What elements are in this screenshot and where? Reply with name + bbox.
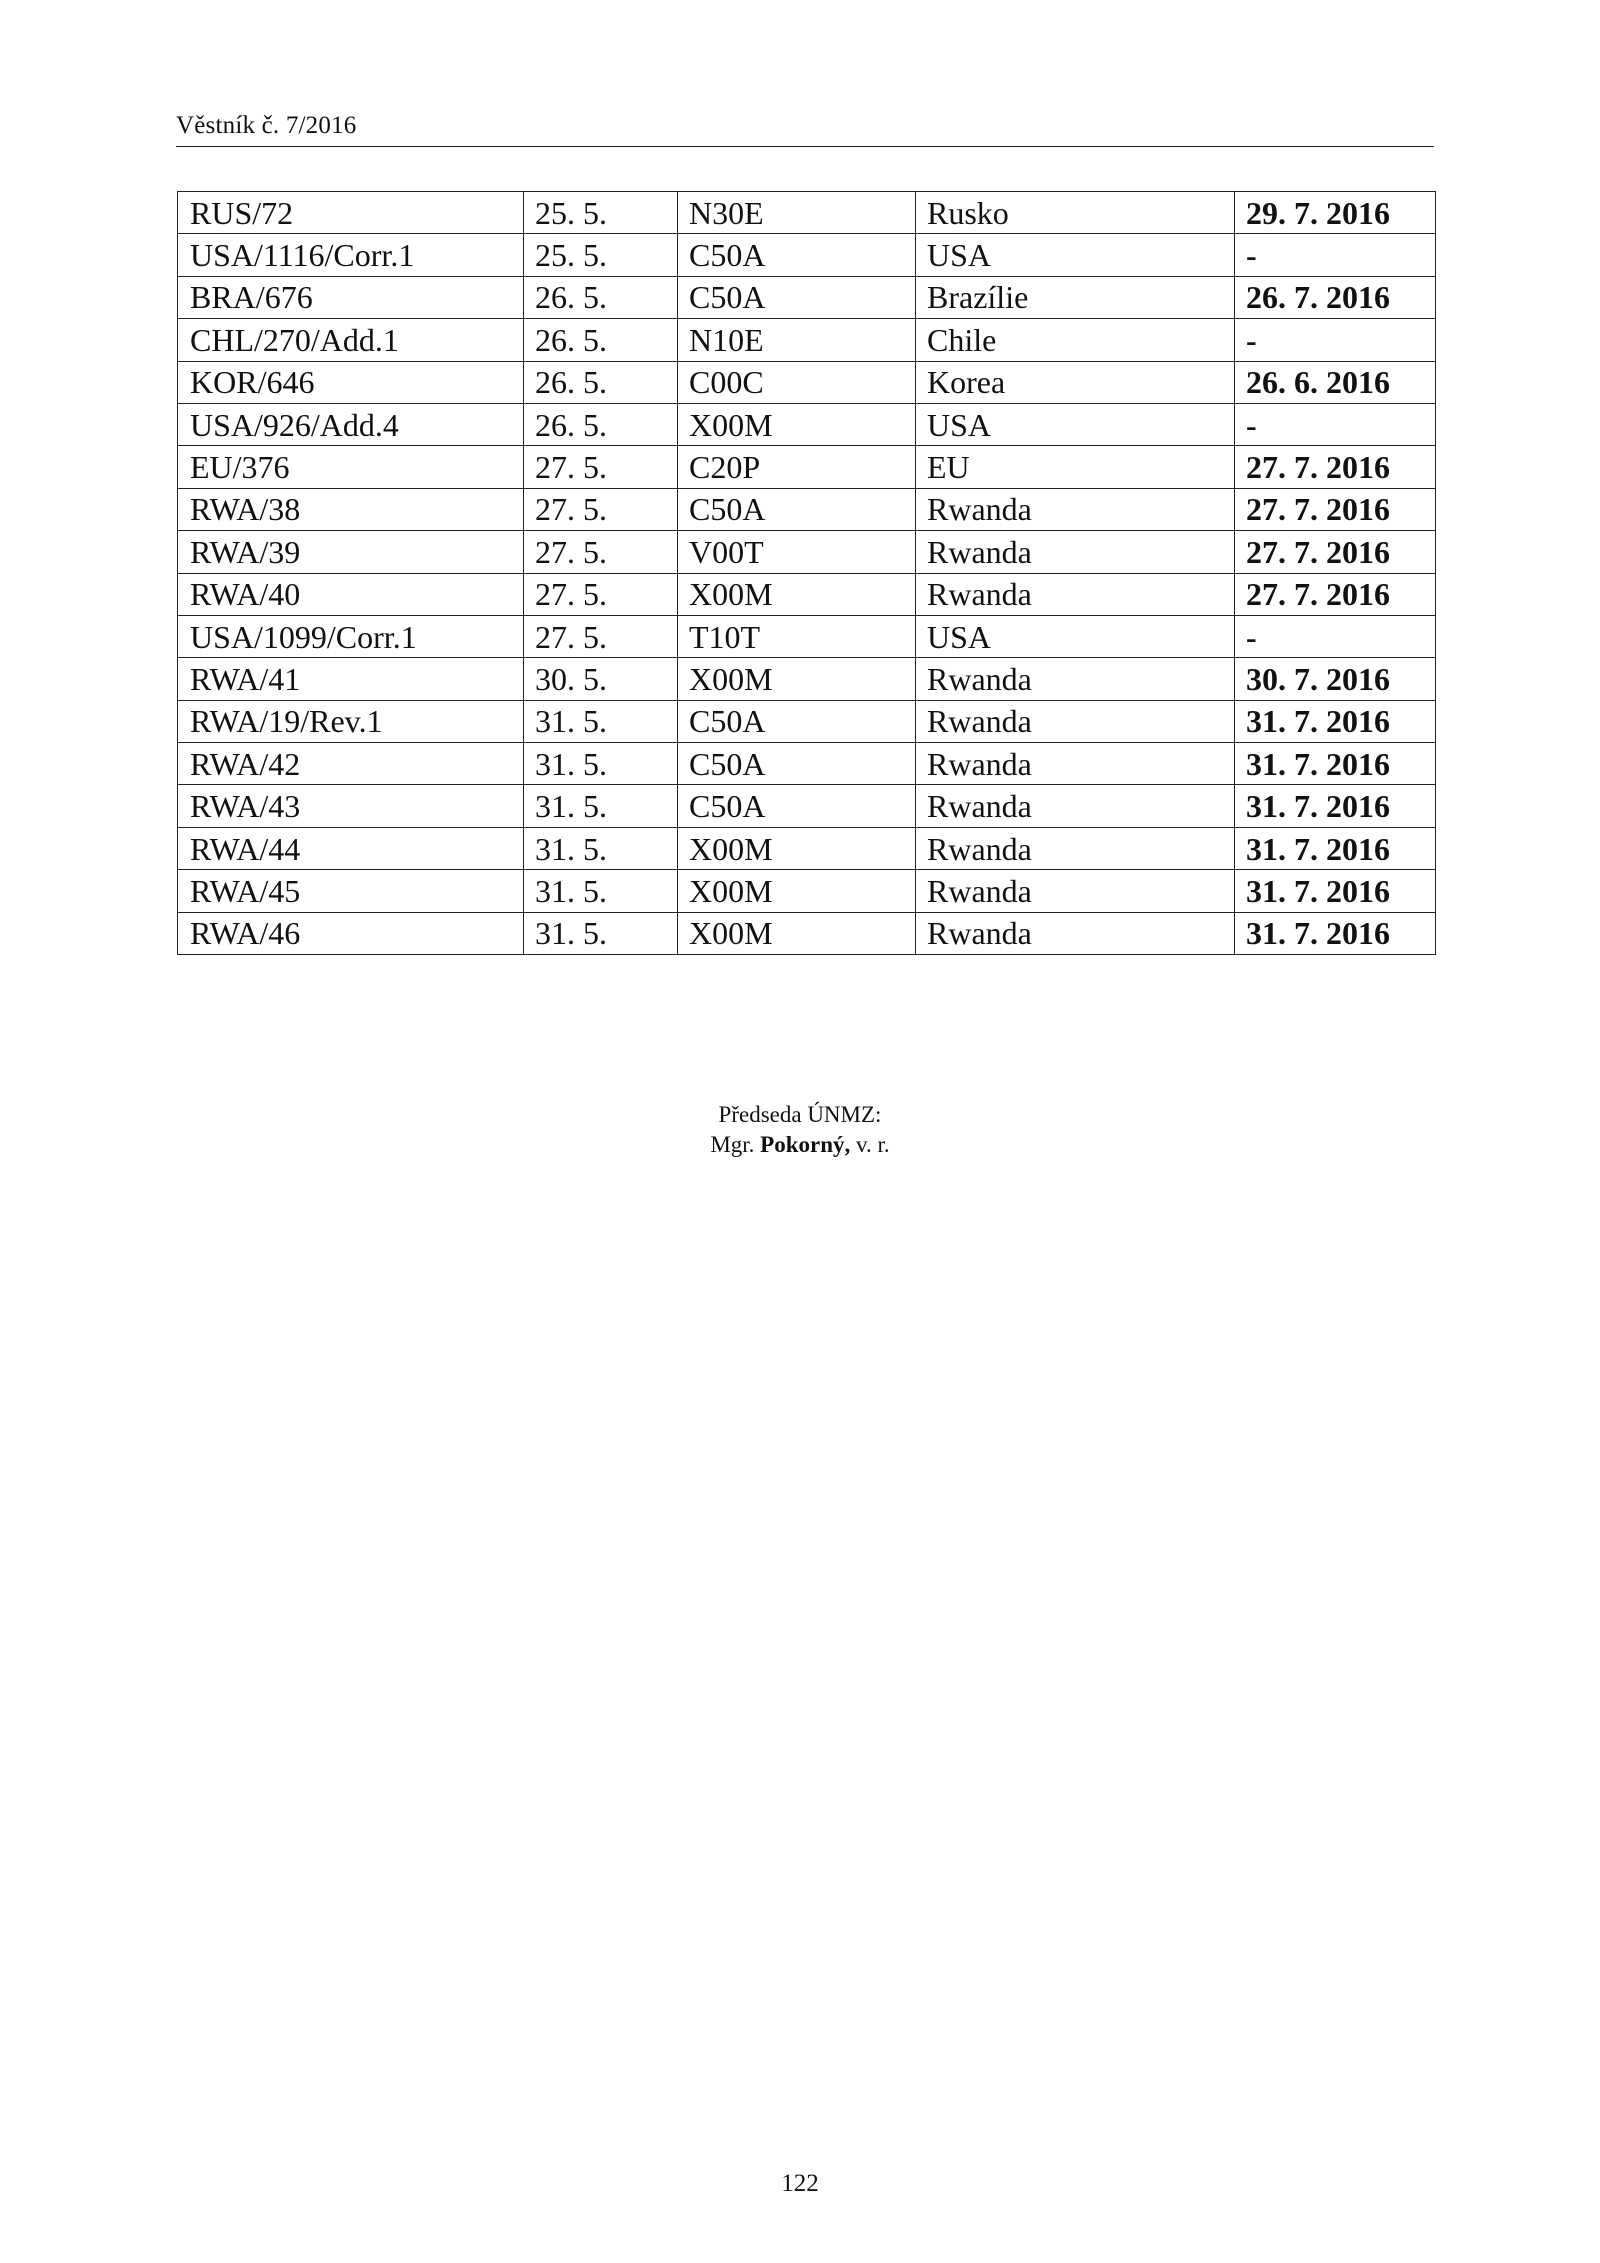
table-cell-symbol: RWA/42: [178, 743, 524, 785]
table-cell-code: C50A: [678, 700, 916, 742]
signature-name: Pokorný,: [760, 1132, 851, 1157]
table-cell-deadline: 27. 7. 2016: [1235, 488, 1436, 530]
table-cell-code: C20P: [678, 446, 916, 488]
table-cell-country: Chile: [916, 319, 1235, 361]
table-cell-country: Rwanda: [916, 912, 1235, 954]
running-header: Věstník č. 7/2016: [176, 112, 357, 139]
table-cell-code: C50A: [678, 276, 916, 318]
table-row: [178, 743, 1436, 785]
signature-block: [0, 1100, 1600, 1160]
signature-title: Předseda ÚNMZ:: [718, 1102, 882, 1127]
table-cell-deadline: 26. 6. 2016: [1235, 361, 1436, 403]
notification-table-body: [178, 192, 1436, 955]
table-cell-symbol: RWA/38: [178, 488, 524, 530]
signature-prefix: Mgr.: [710, 1132, 755, 1157]
table-cell-code: X00M: [678, 912, 916, 954]
table-cell-deadline: -: [1235, 234, 1436, 276]
table-cell-date: 31. 5.: [524, 827, 678, 869]
table-cell-deadline: -: [1235, 615, 1436, 657]
table-cell-symbol: RWA/43: [178, 785, 524, 827]
table-cell-country: Rwanda: [916, 658, 1235, 700]
table-cell-date: 26. 5.: [524, 319, 678, 361]
table-cell-deadline: 26. 7. 2016: [1235, 276, 1436, 318]
table-row: [178, 573, 1436, 615]
table-cell-deadline: 31. 7. 2016: [1235, 743, 1436, 785]
table-cell-date: 26. 5.: [524, 276, 678, 318]
table-cell-symbol: EU/376: [178, 446, 524, 488]
table-cell-country: Korea: [916, 361, 1235, 403]
table-cell-date: 30. 5.: [524, 658, 678, 700]
signature-name-line: [0, 1130, 1600, 1160]
table-cell-deadline: -: [1235, 403, 1436, 445]
table-cell-country: Rusko: [916, 192, 1235, 234]
header-divider: [176, 146, 1434, 147]
table-row: [178, 276, 1436, 318]
table-cell-symbol: BRA/676: [178, 276, 524, 318]
table-cell-code: X00M: [678, 658, 916, 700]
signature-suffix: v. r.: [856, 1132, 890, 1157]
table-cell-symbol: RWA/45: [178, 870, 524, 912]
table-cell-deadline: -: [1235, 319, 1436, 361]
table-cell-deadline: 27. 7. 2016: [1235, 573, 1436, 615]
table-cell-country: Rwanda: [916, 743, 1235, 785]
table-cell-country: USA: [916, 403, 1235, 445]
page-number: 122: [781, 2170, 819, 2197]
table-cell-date: 27. 5.: [524, 573, 678, 615]
table-row: [178, 446, 1436, 488]
table-cell-code: C50A: [678, 234, 916, 276]
table-cell-code: X00M: [678, 827, 916, 869]
table-cell-country: Rwanda: [916, 785, 1235, 827]
table-row: [178, 785, 1436, 827]
table-cell-date: 26. 5.: [524, 361, 678, 403]
table-cell-country: Rwanda: [916, 870, 1235, 912]
table-row: [178, 192, 1436, 234]
table-cell-code: N30E: [678, 192, 916, 234]
table-row: [178, 319, 1436, 361]
table-cell-symbol: KOR/646: [178, 361, 524, 403]
notification-table: [177, 191, 1436, 955]
table-row: [178, 531, 1436, 573]
table-cell-country: Brazílie: [916, 276, 1235, 318]
table-cell-symbol: RWA/41: [178, 658, 524, 700]
table-cell-code: C50A: [678, 743, 916, 785]
table-row: [178, 234, 1436, 276]
table-cell-symbol: CHL/270/Add.1: [178, 319, 524, 361]
table-cell-country: Rwanda: [916, 700, 1235, 742]
table-cell-country: USA: [916, 234, 1235, 276]
table-cell-date: 26. 5.: [524, 403, 678, 445]
table-cell-date: 27. 5.: [524, 531, 678, 573]
table-cell-symbol: RWA/44: [178, 827, 524, 869]
table-row: [178, 658, 1436, 700]
table-cell-symbol: USA/1116/Corr.1: [178, 234, 524, 276]
table-cell-deadline: 31. 7. 2016: [1235, 827, 1436, 869]
table-row: [178, 827, 1436, 869]
table-cell-date: 27. 5.: [524, 446, 678, 488]
table-row: [178, 361, 1436, 403]
table-row: [178, 912, 1436, 954]
table-cell-symbol: USA/926/Add.4: [178, 403, 524, 445]
table-cell-code: C50A: [678, 488, 916, 530]
table-cell-date: 27. 5.: [524, 615, 678, 657]
table-cell-deadline: 27. 7. 2016: [1235, 531, 1436, 573]
table-cell-date: 31. 5.: [524, 912, 678, 954]
table-cell-symbol: USA/1099/Corr.1: [178, 615, 524, 657]
table-cell-country: USA: [916, 615, 1235, 657]
table-cell-deadline: 31. 7. 2016: [1235, 785, 1436, 827]
table-cell-date: 31. 5.: [524, 700, 678, 742]
table-cell-code: X00M: [678, 403, 916, 445]
table-cell-code: V00T: [678, 531, 916, 573]
table-cell-country: Rwanda: [916, 531, 1235, 573]
table-cell-deadline: 31. 7. 2016: [1235, 700, 1436, 742]
table-cell-code: X00M: [678, 870, 916, 912]
table-row: [178, 488, 1436, 530]
table-cell-deadline: 31. 7. 2016: [1235, 870, 1436, 912]
table-cell-deadline: 31. 7. 2016: [1235, 912, 1436, 954]
table-cell-deadline: 29. 7. 2016: [1235, 192, 1436, 234]
table-cell-symbol: RWA/19/Rev.1: [178, 700, 524, 742]
table-cell-symbol: RWA/39: [178, 531, 524, 573]
table-cell-code: X00M: [678, 573, 916, 615]
table-cell-code: N10E: [678, 319, 916, 361]
table-cell-date: 25. 5.: [524, 192, 678, 234]
table-cell-symbol: RUS/72: [178, 192, 524, 234]
table-cell-code: T10T: [678, 615, 916, 657]
table-cell-country: Rwanda: [916, 827, 1235, 869]
table-cell-symbol: RWA/40: [178, 573, 524, 615]
table-row: [178, 615, 1436, 657]
table-cell-date: 31. 5.: [524, 743, 678, 785]
table-cell-code: C00C: [678, 361, 916, 403]
table-row: [178, 403, 1436, 445]
table-cell-date: 31. 5.: [524, 870, 678, 912]
table-row: [178, 700, 1436, 742]
table-row: [178, 870, 1436, 912]
table-cell-date: 31. 5.: [524, 785, 678, 827]
table-cell-code: C50A: [678, 785, 916, 827]
table-cell-symbol: RWA/46: [178, 912, 524, 954]
table-cell-deadline: 27. 7. 2016: [1235, 446, 1436, 488]
table-cell-date: 25. 5.: [524, 234, 678, 276]
table-cell-country: Rwanda: [916, 488, 1235, 530]
table-cell-country: Rwanda: [916, 573, 1235, 615]
table-cell-date: 27. 5.: [524, 488, 678, 530]
table-cell-deadline: 30. 7. 2016: [1235, 658, 1436, 700]
table-cell-country: EU: [916, 446, 1235, 488]
